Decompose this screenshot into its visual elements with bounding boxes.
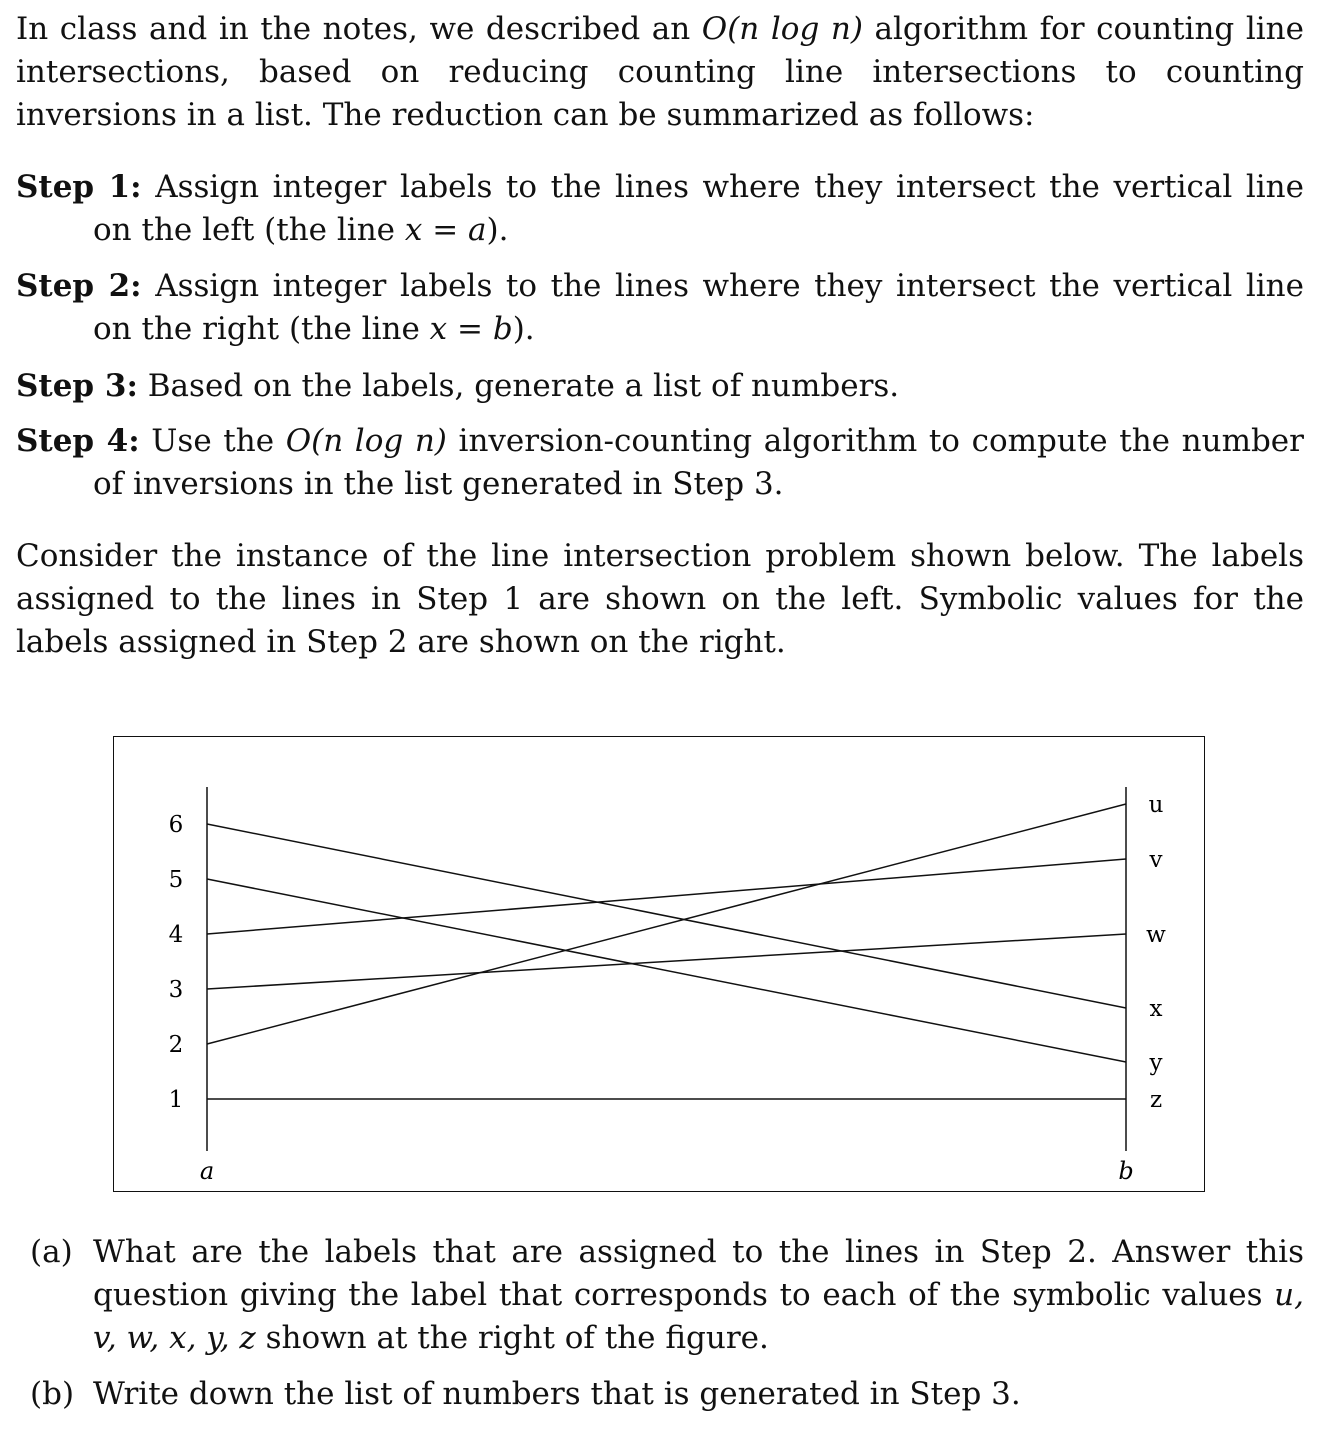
endpoint-labels: [169, 792, 1166, 1113]
question-b: [30, 1373, 1304, 1416]
right-label-z: z: [1149, 1087, 1163, 1113]
step-1-label: Step 1:: [16, 169, 142, 205]
question-a: [30, 1231, 1304, 1360]
right-label-u: u: [1148, 792, 1164, 818]
step-1: [16, 166, 1304, 252]
step-2: [16, 265, 1304, 351]
right-label-v: v: [1149, 847, 1163, 873]
right-label-x: x: [1149, 996, 1163, 1022]
step-3-label: Step 3:: [16, 368, 138, 404]
left-label-4: 4: [168, 922, 184, 948]
intro-text-post: algorithm for counting line intersections, based on reducing counting line intersections to counting inversions in a list. The reduction can be summarized as follows:: [16, 11, 1304, 133]
line-segment-5-to-y: [207, 879, 1126, 1062]
question-a-text: What are the labels that are assigned to the lines in Step 2. Answer this question giving the label that corresponds to each of the symbolic values: [93, 1234, 1304, 1313]
left-label-2: 2: [168, 1032, 184, 1058]
step-2-text: Assign integer labels to the lines where they intersect the vertical line on the right (the line: [93, 268, 1304, 347]
right-label-y: y: [1149, 1050, 1163, 1076]
step-4-label: Step 4:: [16, 423, 140, 459]
step-3-text: Based on the labels, generate a list of numbers.: [137, 368, 900, 404]
step-2-label: Step 2:: [16, 268, 142, 304]
step-1-text: Assign integer labels to the lines where they intersect the vertical line on the left (the line: [93, 169, 1304, 248]
step-2-math: x = b: [429, 311, 513, 347]
question-b-text: Write down the list of numbers that is generated in Step 3.: [93, 1376, 1021, 1412]
consider-paragraph: Consider the instance of the line intersection problem shown below. The labels assigned to the lines in Step 1 are shown on the left. Symbolic values for the labels assigned in Step 2 are shown on the right.: [16, 538, 1304, 660]
line-segments: [207, 804, 1126, 1099]
right-axis-label: b: [1118, 1157, 1134, 1185]
step-2-text-end: ).: [512, 311, 535, 347]
question-a-text-end: shown at the right of the figure.: [255, 1320, 769, 1356]
left-label-6: 6: [168, 812, 184, 838]
step-4-text: Use the: [139, 423, 286, 459]
step-3: [16, 365, 1304, 408]
question-a-vars: u, v, w, x, y, z: [93, 1277, 1304, 1356]
left-axis-label: a: [199, 1157, 215, 1185]
intro-paragraph: [16, 8, 1304, 137]
left-label-3: 3: [168, 977, 184, 1003]
step-4: [16, 420, 1304, 506]
step-4-math: O(n log n): [285, 423, 447, 459]
step-1-math: x = a: [404, 212, 487, 248]
step-1-text-end: ).: [486, 212, 509, 248]
intro-complexity: O(n log n): [701, 11, 863, 47]
left-label-5: 5: [168, 867, 184, 893]
right-label-w: w: [1146, 922, 1166, 948]
line-segment-4-to-v: [207, 859, 1126, 934]
line-segment-2-to-u: [207, 804, 1126, 1044]
figure-canvas: [114, 737, 1206, 1193]
line-intersection-figure: [113, 736, 1205, 1192]
intro-text-pre: In class and in the notes, we described an: [16, 11, 702, 47]
left-label-1: 1: [168, 1087, 184, 1113]
step-4-text-end: inversion-counting algorithm to compute the number of inversions in the list generated in Step 3.: [93, 423, 1304, 502]
question-a-label: (a): [30, 1234, 73, 1270]
question-b-label: (b): [30, 1376, 75, 1412]
